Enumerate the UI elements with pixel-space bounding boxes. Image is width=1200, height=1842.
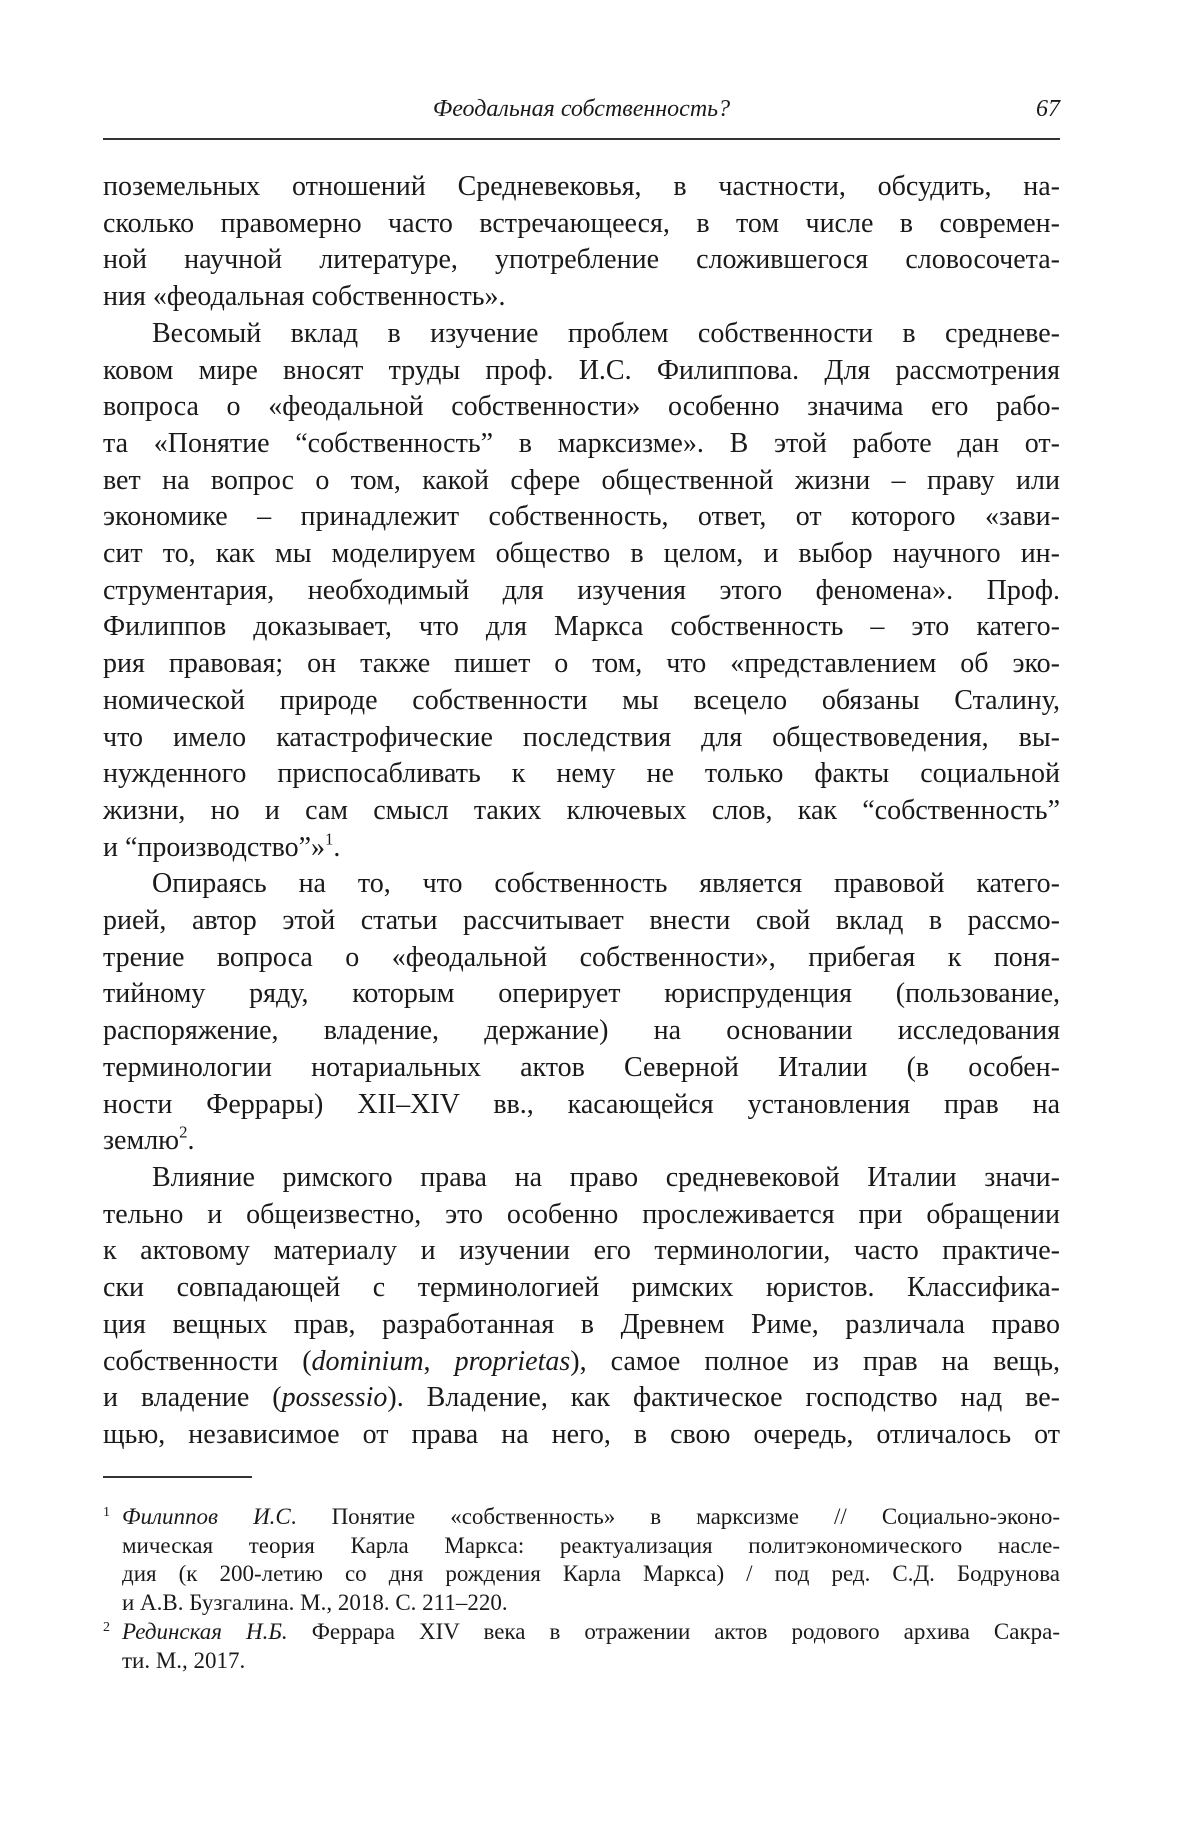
text-segment: ). Владение, как фактическое господство над ве- bbox=[387, 1382, 1060, 1414]
text-line bbox=[103, 536, 1060, 573]
footnote-reference: 2 bbox=[179, 1122, 188, 1142]
text-line bbox=[103, 206, 1060, 243]
italic-text: dominium bbox=[311, 1345, 424, 1377]
footnote-line bbox=[122, 1560, 1060, 1589]
text-segment: ности Феррары) XII–XIV вв., касающейся установления прав на bbox=[103, 1088, 1060, 1120]
text-line bbox=[103, 1344, 1060, 1381]
text-line bbox=[103, 463, 1060, 500]
text-segment: ция вещных прав, разработанная в Древнем Риме, различала право bbox=[103, 1308, 1060, 1340]
text-segment: рией, автор этой статьи рассчитывает внести свой вклад в рассмо- bbox=[103, 905, 1060, 937]
text-segment: . bbox=[333, 831, 341, 863]
text-segment: , bbox=[423, 1345, 455, 1377]
text-segment: мическая теория Карла Маркса: реактуализация политэкономического насле- bbox=[122, 1532, 1060, 1558]
body-text bbox=[103, 169, 1060, 1454]
paragraph bbox=[103, 169, 1060, 316]
text-line bbox=[103, 976, 1060, 1013]
text-line bbox=[103, 1197, 1060, 1234]
text-line bbox=[103, 903, 1060, 940]
text-segment: что имело катастрофические последствия для обществоведения, вы- bbox=[103, 721, 1060, 753]
footnote bbox=[103, 1618, 1060, 1675]
footnote-separator bbox=[103, 1476, 252, 1478]
text-line bbox=[103, 1270, 1060, 1307]
text-line bbox=[103, 646, 1060, 683]
text-line bbox=[103, 1233, 1060, 1270]
text-line bbox=[103, 573, 1060, 610]
italic-text: Филиппов И.С bbox=[122, 1504, 291, 1529]
footnote bbox=[103, 1503, 1060, 1618]
text-line bbox=[103, 830, 1060, 867]
text-segment: экономике – принадлежит собственность, ответ, от которого «зави- bbox=[103, 501, 1060, 533]
text-line bbox=[103, 940, 1060, 977]
text-segment: сит то, как мы моделируем общество в целом, и выбор научного ин- bbox=[103, 538, 1060, 570]
text-line bbox=[103, 1380, 1060, 1417]
header-rule bbox=[103, 138, 1060, 140]
text-segment: дия (к 200-летию со дня рождения Карла Маркса) / под ред. С.Д. Бодрунова bbox=[122, 1561, 1060, 1587]
paragraph bbox=[103, 316, 1060, 867]
text-segment: и “производство”» bbox=[103, 831, 326, 863]
text-segment: ковом мире вносят труды проф. И.С. Филиппова. Для рассмотрения bbox=[103, 354, 1060, 386]
text-line bbox=[103, 1160, 1060, 1197]
italic-text: Рединская Н.Б. bbox=[122, 1618, 288, 1644]
text-segment: жизни, но и сам смысл таких ключевых слов, как “собственность” bbox=[103, 794, 1060, 826]
text-segment: вопроса о «феодальной собственности» особенно значима его рабо- bbox=[103, 391, 1060, 423]
text-line bbox=[103, 1050, 1060, 1087]
paragraph bbox=[103, 1160, 1060, 1454]
text-segment: Весомый вклад в изучение проблем собственности в средневе- bbox=[152, 317, 1060, 349]
footnote-number: 2 bbox=[103, 1619, 110, 1635]
text-segment: ной научной литературе, употребление сложившегося словосочета- bbox=[103, 244, 1060, 276]
text-line bbox=[103, 353, 1060, 390]
text-line bbox=[103, 1123, 1060, 1160]
text-segment: поземельных отношений Средневековья, в частности, обсудить, на- bbox=[103, 171, 1060, 202]
text-line bbox=[103, 499, 1060, 536]
text-line bbox=[103, 866, 1060, 903]
italic-text: proprietas bbox=[454, 1345, 571, 1377]
running-title: Феодальная собственность? bbox=[432, 96, 731, 122]
text-segment: . bbox=[187, 1125, 195, 1157]
text-segment: терминологии нотариальных актов Северной Италии (в особен- bbox=[103, 1051, 1060, 1083]
text-segment: вет на вопрос о том, какой сфере общественной жизни – праву или bbox=[103, 464, 1060, 496]
footnote-line bbox=[122, 1503, 1060, 1532]
text-segment: щью, независимое от права на него, в свою очередь, отличалось от bbox=[103, 1418, 1060, 1450]
text-segment: нужденного приспосабливать к нему не только факты социальной bbox=[103, 758, 1060, 790]
text-segment: Влияние римского права на право средневековой Италии значи- bbox=[152, 1161, 1060, 1193]
text-segment: та «Понятие “собственность” в марксизме». В этой работе дан от- bbox=[103, 427, 1060, 459]
text-segment: струментария, необходимый для изучения этого феномена». Проф. bbox=[103, 574, 1060, 606]
text-segment: и владение ( bbox=[103, 1382, 282, 1414]
footnote-line bbox=[122, 1618, 1060, 1647]
text-segment: землю bbox=[103, 1125, 180, 1157]
text-line bbox=[103, 683, 1060, 720]
running-header bbox=[103, 96, 1060, 130]
footnote-line bbox=[122, 1647, 1060, 1676]
text-segment: ния «феодальная собственность». bbox=[103, 281, 506, 313]
text-line bbox=[103, 316, 1060, 353]
text-segment: ти. М., 2017. bbox=[122, 1647, 246, 1673]
text-line bbox=[103, 279, 1060, 316]
text-line bbox=[103, 169, 1060, 206]
text-segment: Филиппов доказывает, что для Маркса собственность – это катего- bbox=[103, 611, 1060, 643]
text-segment: собственности ( bbox=[103, 1345, 312, 1377]
text-line bbox=[103, 1013, 1060, 1050]
footnote-line bbox=[122, 1589, 1060, 1618]
text-line bbox=[103, 720, 1060, 757]
page-number: 67 bbox=[1036, 96, 1060, 122]
text-segment: ), самое полное из прав на вещь, bbox=[570, 1345, 1060, 1377]
text-segment: и А.В. Бузгалина. М., 2018. С. 211–220. bbox=[122, 1590, 508, 1616]
text-segment: тийному ряду, которым оперирует юриспруденция (пользование, bbox=[103, 978, 1060, 1010]
text-line bbox=[103, 389, 1060, 426]
text-segment: распоряжение, владение, держание) на основании исследования bbox=[103, 1015, 1060, 1047]
text-segment: к актовому материалу и изучении его терминологии, часто практиче- bbox=[103, 1235, 1060, 1267]
italic-text: possessio bbox=[281, 1382, 388, 1414]
footnote-number: 1 bbox=[103, 1505, 110, 1520]
text-segment: Феррара XIV века в отражении актов родового архива Сакра- bbox=[287, 1618, 1060, 1644]
text-line bbox=[103, 793, 1060, 830]
text-segment: рия правовая; он также пишет о том, что «представлением об эко- bbox=[103, 648, 1060, 680]
text-line bbox=[103, 1417, 1060, 1454]
footnote-reference: 1 bbox=[325, 828, 334, 848]
text-segment: тельно и общеизвестно, это особенно прослеживается при обращении bbox=[103, 1198, 1060, 1230]
text-line bbox=[103, 1087, 1060, 1124]
text-line bbox=[103, 609, 1060, 646]
footnote-line bbox=[122, 1532, 1060, 1561]
text-segment: . Понятие «собственность» в марксизме // Социально-эконо- bbox=[290, 1504, 1060, 1529]
text-line bbox=[103, 1307, 1060, 1344]
text-segment: трение вопроса о «феодальной собственности», прибегая к поня- bbox=[103, 941, 1060, 973]
text-segment: номической природе собственности мы всецело обязаны Сталину, bbox=[103, 684, 1060, 716]
paragraph bbox=[103, 866, 1060, 1160]
text-line bbox=[103, 426, 1060, 463]
text-segment: Опираясь на то, что собственность является правовой катего- bbox=[152, 868, 1060, 900]
text-segment: ски совпадающей с терминологией римских юристов. Классифика- bbox=[103, 1272, 1060, 1304]
text-line bbox=[103, 756, 1060, 793]
text-segment: сколько правомерно часто встречающееся, в том числе в современ- bbox=[103, 207, 1060, 239]
footnotes bbox=[103, 1503, 1060, 1675]
text-line bbox=[103, 242, 1060, 279]
